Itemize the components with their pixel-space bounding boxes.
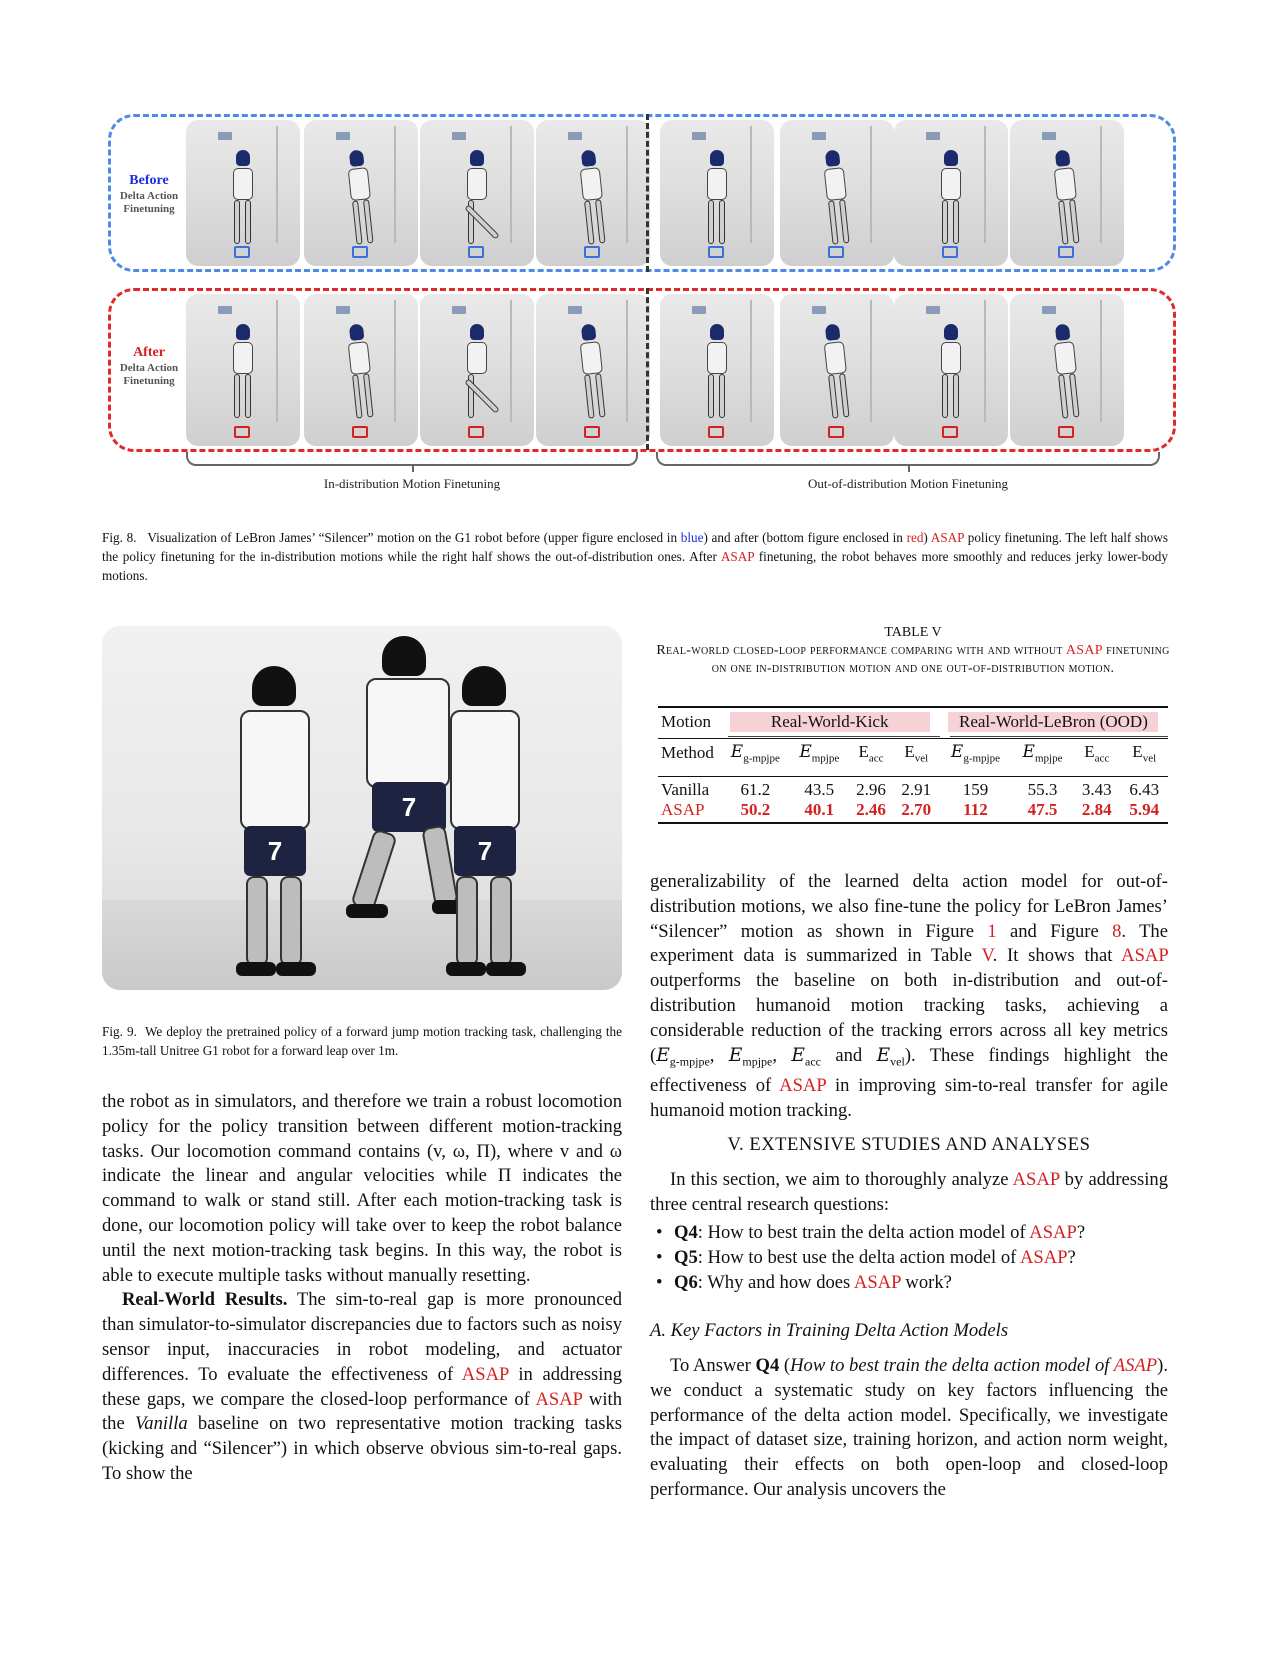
right-paragraph-2: In this section, we aim to thoroughly analyze ASAP by addressing three central research questions:	[650, 1169, 1168, 1215]
foot-highlight-box	[584, 246, 600, 258]
after-frame	[304, 294, 418, 446]
robot-figure	[819, 149, 855, 251]
results-table: Motion Real-World-Kick Real-World-LeBron (OOD) Method $E_{g-mpjpe}$ $E_{mpjpe}$ $E_{acc}$ $E_{vel}$ $E_{g-mpjpe}$ $E_{mpjpe}$ $E_{acc}$ $E_{vel}$ Vanilla 61.2 43.5 2.96 2.91 159 55.3 3.43 6.43 ASAP 50.2 40.1 2.46 2.70 112 47.5 2.84 5.94	[658, 708, 1168, 820]
table-mid-rule	[658, 738, 1168, 739]
after-frame	[1010, 294, 1124, 446]
table-head-rule	[658, 776, 1168, 777]
right-paragraph-1: generalizability of the learned delta action model for out-of-distribution motions, we also fine-tune the policy for LeBron James’ “Silencer” motion as shown in Figure 1 and Figure 8. The experiment data is summarized in Table V. It shows that ASAP outperforms the baseline on both in-distribution and out-of-distribution humanoid motion tracking tasks, achieving a considerable reduction of the tracking errors across all key metrics ($E_{g-mpjpe}$, $E_{mpjpe}$, $E_{acc}$ and $E_{vel}$). These findings highlight the effectiveness of ASAP in improving sim-to-real transfer for agile humanoid motion tracking.	[650, 871, 1169, 1121]
fig8-caption: Fig. 8. Visualization of LeBron James’ “Silencer” motion on the G1 robot before (upper figure enclosed in blue) and after (bottom figure enclosed in red) ASAP policy finetuning. The left half shows the policy finetuning for the in-distribution motions while the right half shows the out-of-distribution ones. After ASAP finetuning, the robot behaves more smoothly and reduces jerky lower-body motions.	[102, 530, 1168, 583]
foot-highlight-box	[468, 246, 484, 258]
foot-highlight-box	[708, 246, 724, 258]
table-title: TABLE V	[884, 625, 942, 640]
robot-figure	[343, 149, 379, 251]
table-bottom-rule	[658, 822, 1168, 824]
before-frame	[660, 120, 774, 266]
after-separator	[646, 288, 649, 450]
asap-link[interactable]: ASAP	[930, 530, 965, 545]
asap-link[interactable]: ASAP	[1121, 945, 1168, 967]
header-kick: Real-World-Kick	[730, 712, 930, 732]
asap-link[interactable]: ASAP	[1029, 1222, 1077, 1243]
robot-figure	[1049, 149, 1085, 251]
before-frame	[536, 120, 650, 266]
asap-link[interactable]: ASAP	[535, 1388, 583, 1410]
foot-highlight-box	[352, 426, 368, 438]
list-item: • Q5: How to best use the delta action model of ASAP?	[650, 1245, 1168, 1270]
figure-8-link[interactable]: 8	[1112, 920, 1122, 942]
robot-figure	[343, 323, 379, 425]
before-frame	[186, 120, 300, 266]
foot-highlight-box	[828, 246, 844, 258]
before-label: Before Delta Action Finetuning	[119, 173, 179, 215]
table-row: ASAP 50.2 40.1 2.46 2.70 112 47.5 2.84 5.94	[658, 800, 1168, 820]
research-questions	[650, 1220, 1168, 1295]
robot-figure	[819, 323, 855, 425]
header-lebron: Real-World-LeBron (OOD)	[948, 712, 1158, 732]
foot-highlight-box	[1058, 246, 1074, 258]
after-label: After Delta Action Finetuning	[119, 345, 179, 387]
left-paragraph-2: Real-World Results. The sim-to-real gap is more pronounced than simulator-to-simulator discrepancies due to factors such as noisy sensor input, inaccuracies in robot modeling, and actuator differences. To evaluate the effectiveness of ASAP in addressing these gaps, we compare the closed-loop performance of ASAP with the Vanilla baseline on two representative motion tracking tasks (kicking and “Silencer”) in which observe obvious sim-to-real gaps. To show the	[102, 1289, 623, 1484]
foot-highlight-box	[708, 426, 724, 438]
figure-1-link[interactable]: 1	[987, 920, 997, 942]
list-item: • Q4: How to best train the delta action model of ASAP?	[650, 1220, 1168, 1245]
robot-figure	[938, 324, 964, 424]
before-frame	[420, 120, 534, 266]
section-heading: V. EXTENSIVE STUDIES AND ANALYSES	[727, 1134, 1091, 1155]
foot-highlight-box	[1058, 426, 1074, 438]
before-separator	[646, 114, 649, 272]
robot-figure	[575, 149, 611, 251]
out-dist-label: Out-of-distribution Motion Finetuning	[807, 476, 1009, 491]
table-caption: Real-world closed-loop performance comparing with and without ASAP finetuning on one in-distribution motion and one out-of-distribution motion.	[656, 643, 1170, 676]
after-frame	[186, 294, 300, 446]
out-dist-brace	[656, 452, 1160, 466]
robot-left: 7	[222, 666, 362, 986]
before-frame	[894, 120, 1008, 266]
asap-link[interactable]: ASAP	[853, 1272, 901, 1293]
robot-figure	[1049, 323, 1085, 425]
asap-link[interactable]: ASAP	[661, 800, 705, 819]
foot-highlight-box	[942, 426, 958, 438]
robot-figure	[230, 324, 256, 424]
robot-figure	[230, 150, 256, 250]
right-column-top	[650, 870, 1168, 1124]
after-frame	[780, 294, 894, 446]
right-paragraph-3: To Answer Q4 (How to best train the delta action model of ASAP). we conduct a systematic study on key factors influencing the performance of the delta action model. Specifically, we investigate the impact of dataset size, training horizon, and action norm weight, evaluating their effects on both open-loop and closed-loop performance. Our analysis uncovers the	[650, 1355, 1168, 1500]
after-frame	[420, 294, 534, 446]
foot-highlight-box	[584, 426, 600, 438]
robot-middle: 7	[332, 636, 492, 936]
robot-figure	[464, 324, 490, 424]
table-row: Vanilla 61.2 43.5 2.96 2.91 159 55.3 3.43 6.43	[661, 780, 1160, 799]
asap-link[interactable]: ASAP	[1020, 1247, 1068, 1268]
foot-highlight-box	[828, 426, 844, 438]
asap-link[interactable]: ASAP	[1012, 1169, 1060, 1190]
asap-link[interactable]: ASAP	[461, 1363, 509, 1385]
robot-figure	[938, 150, 964, 250]
before-frame	[304, 120, 418, 266]
after-frame	[660, 294, 774, 446]
subsection-heading: A. Key Factors in Training Delta Action Models	[650, 1320, 1009, 1341]
asap-link[interactable]: ASAP	[1113, 1355, 1158, 1376]
figure-9-photo	[102, 626, 622, 990]
before-frame	[1010, 120, 1124, 266]
header-motion: Motion	[661, 712, 712, 731]
asap-link[interactable]: ASAP	[1065, 643, 1103, 658]
foot-highlight-box	[942, 246, 958, 258]
left-paragraph-1: the robot as in simulators, and therefore we train a robust locomotion policy for the policy transition between different motion-tracking tasks. Our locomotion command contains (v, ω, Π), where v and ω indicate the linear and angular velocities while Π indicates the command to walk or stand still. After each motion-tracking task is done, our locomotion policy will take over to keep the robot balance until the next motion-tracking task begins. In this way, the robot is able to execute multiple tasks without manually resetting.	[102, 1091, 622, 1286]
foot-highlight-box	[468, 426, 484, 438]
foot-highlight-box	[352, 246, 368, 258]
foot-highlight-box	[234, 426, 250, 438]
asap-link[interactable]: ASAP	[720, 549, 755, 564]
header-method: Method	[661, 743, 714, 762]
robot-right: 7	[432, 666, 572, 986]
foot-highlight-box	[234, 246, 250, 258]
after-frame	[536, 294, 650, 446]
robot-figure	[575, 323, 611, 425]
robot-figure	[464, 150, 490, 250]
fig9-caption: Fig. 9. We deploy the pretrained policy of a forward jump motion tracking task, challenging the 1.35m-tall Unitree G1 robot for a forward leap over 1m.	[102, 1024, 623, 1058]
table-5-link[interactable]: V	[981, 945, 993, 967]
in-dist-label: In-distribution Motion Finetuning	[323, 476, 501, 491]
in-dist-brace	[186, 452, 638, 466]
left-column	[102, 1090, 622, 1487]
robot-figure	[704, 150, 730, 250]
asap-link[interactable]: ASAP	[779, 1075, 826, 1097]
list-item: • Q6: Why and how does ASAP work?	[650, 1270, 1168, 1295]
before-frame	[780, 120, 894, 266]
after-frame	[894, 294, 1008, 446]
robot-figure	[704, 324, 730, 424]
